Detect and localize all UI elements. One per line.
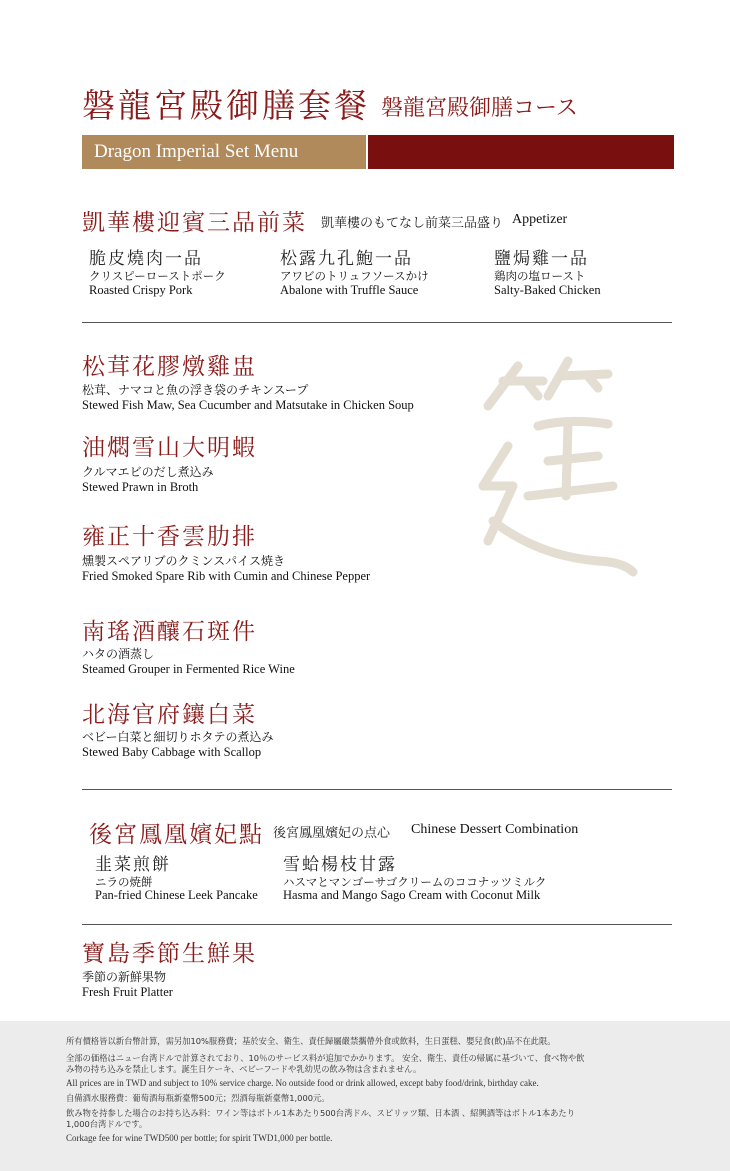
- dessert-item-2-cn: 雪蛤楊枝甘露: [283, 855, 397, 875]
- course-3-jp: 燻製スペアリブのクミンスパイス焼き: [82, 554, 286, 568]
- fruit-title-cn: 寶島季節生鮮果: [82, 941, 257, 967]
- fruit-en: Fresh Fruit Platter: [82, 985, 173, 999]
- menu-title-en: Dragon Imperial Set Menu: [94, 141, 299, 162]
- calligraphy-watermark: [448, 336, 638, 596]
- course-5-jp: ベビー白菜と細切りホタテの煮込み: [82, 730, 274, 744]
- course-4-jp: ハタの酒蒸し: [82, 647, 155, 661]
- footer-note-jp-2a: 飲み物を持参した場合のお持ち込み料：ワイン等はボトル1本あたり500台湾ドル、スピリッツ類、日本酒 、紹興酒等はボトル1本あたり: [66, 1108, 576, 1118]
- appetizer-item-1-jp: クリスピーローストポーク: [89, 269, 226, 283]
- dessert-item-2-en: Hasma and Mango Sago Cream with Coconut Milk: [283, 888, 541, 902]
- menu-title-cn: 磐龍宮殿御膳套餐: [82, 86, 370, 125]
- appetizer-title-cn: 凱華樓迎賓三品前菜: [82, 210, 307, 236]
- course-1-cn: 松茸花膠燉雞盅: [82, 354, 257, 380]
- course-1-jp: 松茸、ナマコと魚の浮き袋のチキンスープ: [82, 383, 309, 397]
- section-divider: [82, 789, 672, 790]
- dessert-title-jp: 後宮鳳凰嬪妃の点心: [273, 826, 391, 841]
- appetizer-item-1-en: Roasted Crispy Pork: [89, 283, 193, 297]
- appetizer-item-1-cn: 脆皮燒肉一品: [89, 249, 203, 269]
- course-1-en: Stewed Fish Maw, Sea Cucumber and Matsutake in Chicken Soup: [82, 398, 414, 412]
- footer-note-jp-1b: み物の持ち込みを禁止します。誕生日ケーキ、ベビーフードや乳幼児の飲み物は含まれません。: [66, 1064, 422, 1074]
- banner-red-bar: [368, 135, 674, 169]
- dessert-item-2-jp: ハスマとマンゴーサゴクリームのココナッツミルク: [283, 875, 547, 889]
- appetizer-item-3-jp: 鶏肉の塩ロースト: [494, 269, 586, 283]
- appetizer-item-3-cn: 鹽焗雞一品: [494, 249, 589, 269]
- course-3-cn: 雍正十香雲肋排: [82, 524, 257, 550]
- appetizer-item-2-jp: アワビのトリュフソースかけ: [280, 269, 429, 283]
- section-divider: [82, 322, 672, 323]
- course-5-cn: 北海官府鑲白菜: [82, 702, 257, 728]
- footer-note-cn-2: 自備酒水服務費：葡萄酒每瓶新臺幣500元；烈酒每瓶新臺幣1,000元。: [66, 1093, 330, 1103]
- appetizer-item-2-cn: 松露九孔鮑一品: [280, 249, 413, 269]
- course-5-en: Stewed Baby Cabbage with Scallop: [82, 745, 262, 759]
- footer-note-en-2: Corkage fee for wine TWD500 per bottle; for spirit TWD1,000 per bottle.: [66, 1133, 333, 1143]
- appetizer-item-3-en: Salty-Baked Chicken: [494, 283, 601, 297]
- dessert-title-en: Chinese Dessert Combination: [411, 822, 579, 837]
- footer-note-jp-1a: 全部の価格はニュー台湾ドルで計算されており、10％のサービス料が追加でかかります。 安全、衛生、責任の帰属に基づいて、食べ物や飲: [66, 1053, 585, 1063]
- fruit-jp: 季節の新鮮果物: [82, 970, 167, 984]
- dessert-title-cn: 後宮鳳凰嬪妃點: [89, 822, 264, 848]
- course-2-en: Stewed Prawn in Broth: [82, 480, 199, 494]
- footer-note-cn-1: 所有價格皆以新台幣計算，需另加10%服務費；基於安全、衛生、責任歸屬嚴禁攜帶外食或飲料，生日蛋糕、嬰兒食(飲)品不在此限。: [66, 1036, 556, 1046]
- dessert-item-1-en: Pan-fried Chinese Leek Pancake: [95, 888, 258, 902]
- appetizer-title-jp: 凱華樓のもてなし前菜三品盛り: [321, 216, 504, 231]
- menu-title-jp: 磐龍宮殿御膳コース: [381, 96, 578, 121]
- course-2-cn: 油燜雪山大明蝦: [82, 435, 257, 461]
- dessert-item-1-jp: ニラの焼餅: [95, 875, 153, 889]
- footer-note-jp-2b: 1,000台湾ドルです。: [66, 1119, 148, 1129]
- course-4-en: Steamed Grouper in Fermented Rice Wine: [82, 662, 295, 676]
- appetizer-title-en: Appetizer: [512, 212, 568, 227]
- dessert-item-1-cn: 韭菜煎餅: [95, 855, 171, 875]
- course-3-en: Fried Smoked Spare Rib with Cumin and Chinese Pepper: [82, 569, 371, 583]
- appetizer-item-2-en: Abalone with Truffle Sauce: [280, 283, 419, 297]
- course-4-cn: 南瑤酒釀石斑件: [82, 619, 257, 645]
- section-divider: [82, 924, 672, 925]
- course-2-jp: クルマエビのだし煮込み: [82, 465, 214, 479]
- footer-note-en-1: All prices are in TWD and subject to 10% service charge. No outside food or drink allowed, except baby food/drink, birthday cake.: [66, 1078, 539, 1088]
